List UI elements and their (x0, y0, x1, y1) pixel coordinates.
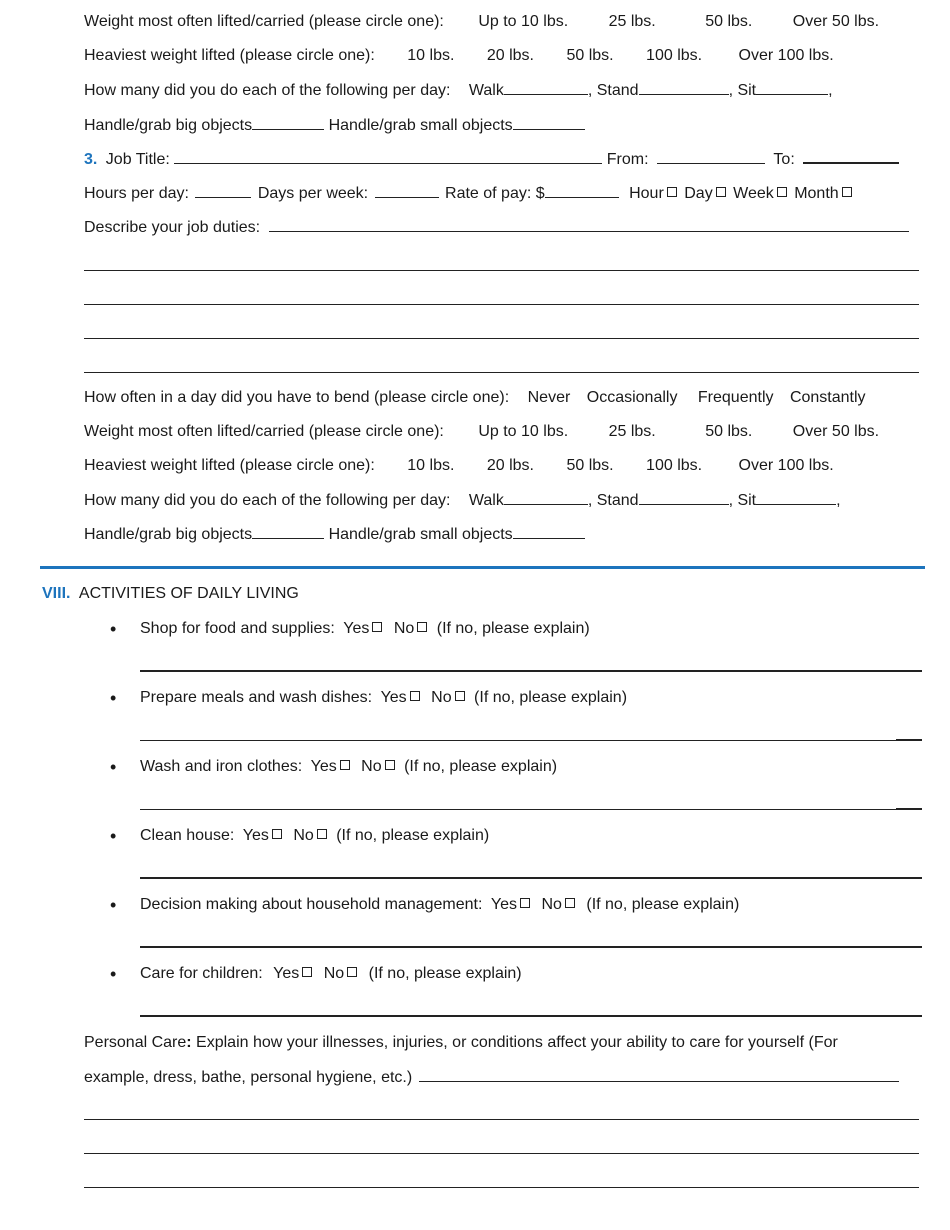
heaviest-option[interactable]: 10 lbs. (407, 47, 455, 64)
weight-option[interactable]: 25 lbs. (608, 13, 656, 30)
explain-label: (If no, please explain) (474, 689, 628, 706)
explain-label: (If no, please explain) (436, 620, 590, 637)
big-objects-label: Handle/grab big objects (84, 526, 253, 543)
explain-line[interactable] (140, 1015, 922, 1017)
walk-label: Walk (468, 492, 504, 509)
heaviest-option[interactable]: 20 lbs. (486, 47, 534, 64)
no-checkbox[interactable] (417, 622, 427, 632)
yes-checkbox[interactable] (302, 967, 312, 977)
no-checkbox[interactable] (317, 829, 327, 839)
personal-care-label: Personal Care (84, 1034, 187, 1051)
job3-title-row (84, 148, 924, 170)
personal-care-line[interactable] (84, 1187, 919, 1188)
job-duties-input[interactable] (269, 217, 909, 232)
small-objects-label: Handle/grab small objects (328, 526, 513, 543)
weight-option[interactable]: Up to 10 lbs. (478, 13, 569, 30)
heaviest-option[interactable]: 100 lbs. (646, 47, 703, 64)
weight-lifted-row (84, 422, 879, 442)
unit-day-checkbox[interactable] (716, 187, 726, 197)
weight-question: Weight most often lifted/carried (please circle one): (84, 13, 444, 30)
rate-input[interactable] (545, 183, 619, 198)
job3-number: 3. (84, 151, 98, 168)
adl-item-label: Wash and iron clothes: (140, 758, 303, 775)
big-objects-input[interactable] (252, 115, 324, 130)
explain-line[interactable] (140, 809, 896, 810)
heaviest-option[interactable]: 100 lbs. (646, 457, 703, 474)
days-input[interactable] (375, 183, 439, 198)
adl-item-label: Shop for food and supplies: (140, 620, 335, 637)
adl-item (140, 757, 557, 777)
bend-option[interactable]: Constantly (789, 389, 866, 406)
job-title-input[interactable] (174, 149, 602, 164)
handle-row (84, 524, 585, 545)
yes-label: Yes (380, 689, 407, 706)
adl-item (140, 895, 739, 915)
walk-input[interactable] (504, 490, 588, 505)
bend-option[interactable]: Occasionally (586, 389, 678, 406)
no-checkbox[interactable] (565, 898, 575, 908)
bullet-icon: • (110, 688, 117, 708)
bend-option[interactable]: Never (527, 389, 571, 406)
weight-option[interactable]: Over 50 lbs. (792, 423, 880, 440)
unit-day-label: Day (684, 185, 713, 202)
handle-row (84, 115, 585, 136)
personal-care-text: Explain how your illnesses, injuries, or conditions affect your ability to care for yourself (For (191, 1034, 838, 1051)
yes-checkbox[interactable] (372, 622, 382, 632)
unit-week-label: Week (733, 185, 774, 202)
from-input[interactable] (657, 149, 765, 164)
heaviest-option[interactable]: Over 100 lbs. (738, 47, 834, 64)
personal-care-row (84, 1033, 838, 1053)
unit-month-checkbox[interactable] (842, 187, 852, 197)
explain-line-end (896, 808, 922, 810)
per-day-row: How many did you do each of the following per day: Walk , Stand , Sit , (84, 82, 833, 99)
job-duties-line[interactable] (84, 270, 919, 271)
adl-item (140, 619, 590, 639)
explain-label: (If no, please explain) (368, 965, 522, 982)
heaviest-option[interactable]: Over 100 lbs. (738, 457, 834, 474)
small-objects-input[interactable] (513, 115, 585, 130)
heaviest-weight-row (84, 456, 834, 476)
yes-checkbox[interactable] (520, 898, 530, 908)
per-day-question: How many did you do each of the following per day: (84, 82, 451, 99)
adl-item-label: Care for children: (140, 965, 263, 982)
stand-input[interactable] (639, 80, 729, 95)
weight-option[interactable]: 25 lbs. (608, 423, 656, 440)
hours-input[interactable] (195, 183, 251, 198)
sit-label: Sit (737, 492, 757, 509)
per-day-question: How many did you do each of the following per day: (84, 492, 451, 509)
heaviest-weight-row (84, 46, 834, 66)
no-checkbox[interactable] (385, 760, 395, 770)
personal-care-line[interactable] (84, 1153, 919, 1154)
explain-line[interactable] (140, 877, 922, 879)
bullet-icon: • (110, 757, 117, 777)
yes-label: Yes (343, 620, 370, 637)
unit-hour-label: Hour (629, 185, 664, 202)
adl-item (140, 964, 522, 984)
job-title-label: Job Title: (105, 151, 170, 168)
section-title: ACTIVITIES OF DAILY LIVING (78, 585, 299, 602)
bend-question: How often in a day did you have to bend (please circle one): (84, 389, 510, 406)
yes-checkbox[interactable] (340, 760, 350, 770)
to-input[interactable] (803, 148, 899, 164)
heaviest-option[interactable]: 50 lbs. (566, 47, 614, 64)
weight-option[interactable]: Up to 10 lbs. (478, 423, 569, 440)
no-label: No (541, 896, 562, 913)
heaviest-option[interactable]: 50 lbs. (566, 457, 614, 474)
stand-label: Stand (596, 492, 639, 509)
sit-input[interactable] (756, 490, 836, 505)
weight-option[interactable]: 50 lbs. (705, 13, 753, 30)
no-label: No (431, 689, 452, 706)
personal-care-colon: : (186, 1034, 192, 1051)
unit-week-checkbox[interactable] (777, 187, 787, 197)
rate-label: Rate of pay: $ (445, 185, 545, 202)
days-label: Days per week: (257, 185, 369, 202)
bend-option[interactable]: Frequently (697, 389, 774, 406)
small-objects-label: Handle/grab small objects (328, 117, 513, 134)
walk-input[interactable] (504, 80, 588, 95)
job-duties-line[interactable] (84, 372, 919, 373)
personal-care-row-2 (84, 1067, 899, 1088)
no-label: No (293, 827, 314, 844)
yes-label: Yes (490, 896, 517, 913)
no-checkbox[interactable] (455, 691, 465, 701)
personal-care-line[interactable] (84, 1119, 919, 1120)
hours-label: Hours per day: (84, 185, 189, 202)
to-label: To: (773, 151, 795, 168)
heaviest-question: Heaviest weight lifted (please circle one): (84, 457, 375, 474)
yes-checkbox[interactable] (410, 691, 420, 701)
big-objects-input[interactable] (252, 524, 324, 539)
weight-question: Weight most often lifted/carried (please circle one): (84, 423, 444, 440)
section-number: VIII. (42, 585, 71, 602)
sit-input[interactable] (756, 80, 828, 95)
per-day-row: How many did you do each of the following per day: Walk , Stand , Sit , (84, 492, 841, 509)
stand-input[interactable] (639, 490, 729, 505)
heaviest-question: Heaviest weight lifted (please circle one): (84, 47, 375, 64)
personal-care-input[interactable] (419, 1067, 899, 1082)
heaviest-option[interactable]: 10 lbs. (407, 457, 455, 474)
job-duties-line[interactable] (84, 338, 919, 339)
section-header (42, 584, 299, 604)
explain-line-end (896, 739, 922, 741)
sit-label: Sit (737, 82, 757, 99)
explain-line[interactable] (140, 670, 922, 672)
bullet-icon: • (110, 619, 117, 639)
no-label: No (361, 758, 382, 775)
walk-label: Walk (468, 82, 504, 99)
adl-item-label: Decision making about household management: (140, 896, 483, 913)
bullet-icon: • (110, 826, 117, 846)
job3-pay-row (84, 183, 855, 204)
explain-label: (If no, please explain) (404, 758, 558, 775)
yes-label: Yes (310, 758, 337, 775)
bend-row (84, 388, 866, 408)
weight-lifted-row (84, 12, 879, 32)
heaviest-option[interactable]: 20 lbs. (486, 457, 534, 474)
no-label: No (393, 620, 415, 637)
adl-item-label: Clean house: (140, 827, 235, 844)
bullet-icon: • (110, 964, 117, 984)
no-label: No (323, 965, 345, 982)
weight-option[interactable]: Over 50 lbs. (792, 13, 880, 30)
big-objects-label: Handle/grab big objects (84, 117, 253, 134)
job-duties-label: Describe your job duties: (84, 219, 261, 236)
unit-hour-checkbox[interactable] (667, 187, 677, 197)
adl-item (140, 826, 489, 846)
explain-label: (If no, please explain) (586, 896, 740, 913)
job-duties-line[interactable] (84, 304, 919, 305)
yes-label: Yes (273, 965, 300, 982)
yes-label: Yes (242, 827, 269, 844)
unit-month-label: Month (794, 185, 839, 202)
yes-checkbox[interactable] (272, 829, 282, 839)
bullet-icon: • (110, 895, 117, 915)
from-label: From: (606, 151, 649, 168)
explain-label: (If no, please explain) (336, 827, 490, 844)
no-checkbox[interactable] (347, 967, 357, 977)
adl-item-label: Prepare meals and wash dishes: (140, 689, 373, 706)
small-objects-input[interactable] (513, 524, 585, 539)
explain-line[interactable] (140, 740, 896, 741)
job-duties-row (84, 217, 909, 238)
stand-label: Stand (596, 82, 639, 99)
adl-item (140, 688, 627, 708)
weight-option[interactable]: 50 lbs. (705, 423, 753, 440)
explain-line[interactable] (140, 946, 922, 948)
section-divider (40, 566, 925, 569)
personal-care-text: example, dress, bathe, personal hygiene, etc.) (84, 1069, 413, 1086)
